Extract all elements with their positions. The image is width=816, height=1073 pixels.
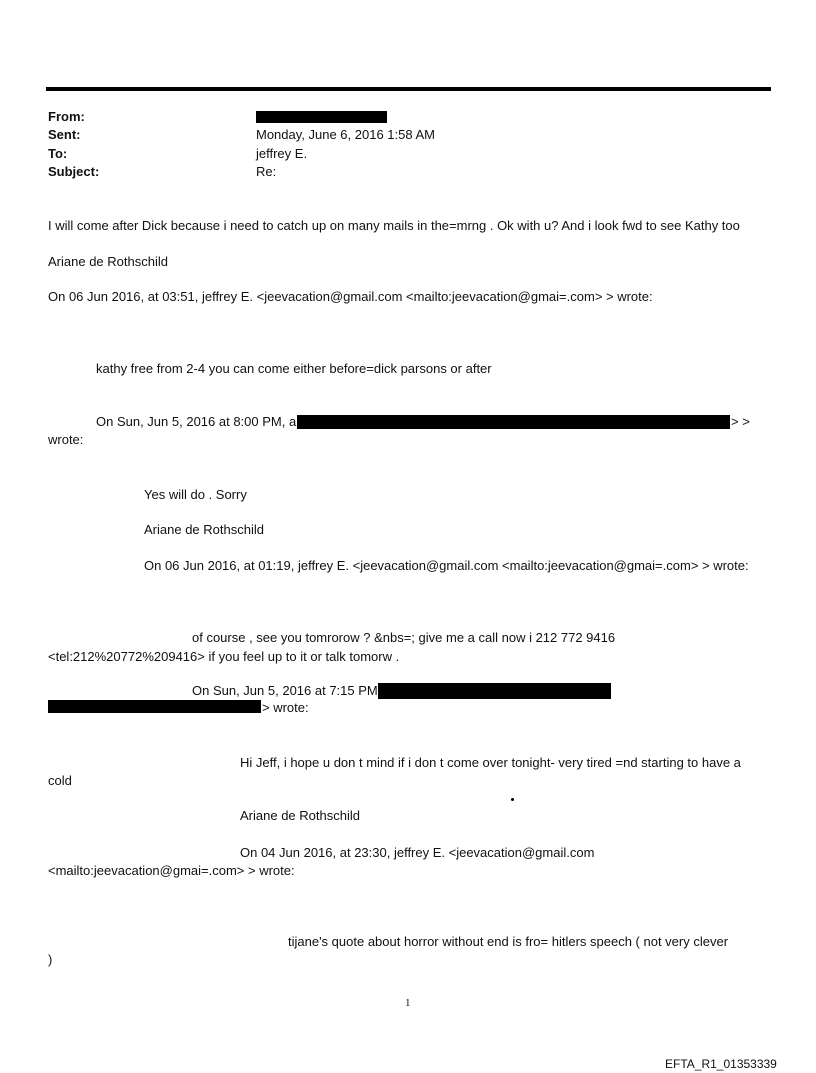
course-line-1: of course , see you tomrorow ? &nbs=; give me a call now i 212 772 9416	[192, 630, 616, 645]
hi-line-1: Hi Jeff, i hope u don t mind if i don t come over tonight- very tired =nd starting to have a	[240, 755, 741, 770]
signature-3: Ariane de Rothschild	[240, 808, 360, 823]
subject-value: Re:	[256, 164, 277, 179]
quote-4-header-start: On Sun, Jun 5, 2016 at 7:15 PM	[192, 683, 378, 698]
sent-label: Sent:	[48, 127, 81, 142]
to-label: To:	[48, 146, 68, 161]
tijane-line-2: )	[48, 952, 53, 967]
signature-1: Ariane de Rothschild	[48, 254, 168, 269]
quote-2-wrote: wrote:	[48, 432, 84, 447]
from-label: From:	[48, 109, 85, 124]
quote-2-header-start: On Sun, Jun 5, 2016 at 8:00 PM, a	[96, 414, 297, 429]
quote-3-header: On 06 Jun 2016, at 01:19, jeffrey E. <jeevacation@gmail.com <mailto:jeevacation@gmai=.com> > wrote:	[144, 558, 749, 573]
kathy-line: kathy free from 2-4 you can come either before=dick parsons or after	[96, 361, 492, 376]
stray-dot	[511, 798, 514, 801]
sent-value: Monday, June 6, 2016 1:58 AM	[256, 127, 435, 142]
redacted-email-2	[297, 415, 730, 429]
tijane-line-1: tijane's quote about horror without end is fro= hitlers speech ( not very clever	[288, 934, 729, 949]
header-rule	[46, 87, 771, 91]
course-line-2: <tel:212%20772%209416> if you feel up to it or talk tomorw .	[48, 649, 400, 664]
redacted-email-4b	[48, 700, 261, 713]
page-number: 1	[405, 997, 411, 1009]
document-id: EFTA_R1_01353339	[665, 1057, 777, 1071]
to-value: jeffrey E.	[256, 146, 308, 161]
quote-1-header: On 06 Jun 2016, at 03:51, jeffrey E. <jeevacation@gmail.com <mailto:jeevacation@gmai=.com> > wrote:	[48, 289, 653, 304]
signature-2: Ariane de Rothschild	[144, 522, 264, 537]
redacted-email-4a	[378, 683, 611, 699]
quote-4-wrote: > wrote:	[262, 700, 309, 715]
quote-5-header-1: On 04 Jun 2016, at 23:30, jeffrey E. <jeevacation@gmail.com	[240, 845, 595, 860]
quote-2-header-end: > >	[731, 414, 750, 429]
hi-line-2: cold	[48, 773, 72, 788]
body-line-1: I will come after Dick because i need to catch up on many mails in the=mrng . Ok with u? And i look fwd to see Kathy too	[48, 218, 740, 233]
quote-5-header-2: <mailto:jeevacation@gmai=.com> > wrote:	[48, 863, 295, 878]
subject-label: Subject:	[48, 164, 100, 179]
redacted-sender	[256, 111, 387, 123]
yes-line: Yes will do . Sorry	[144, 487, 247, 502]
